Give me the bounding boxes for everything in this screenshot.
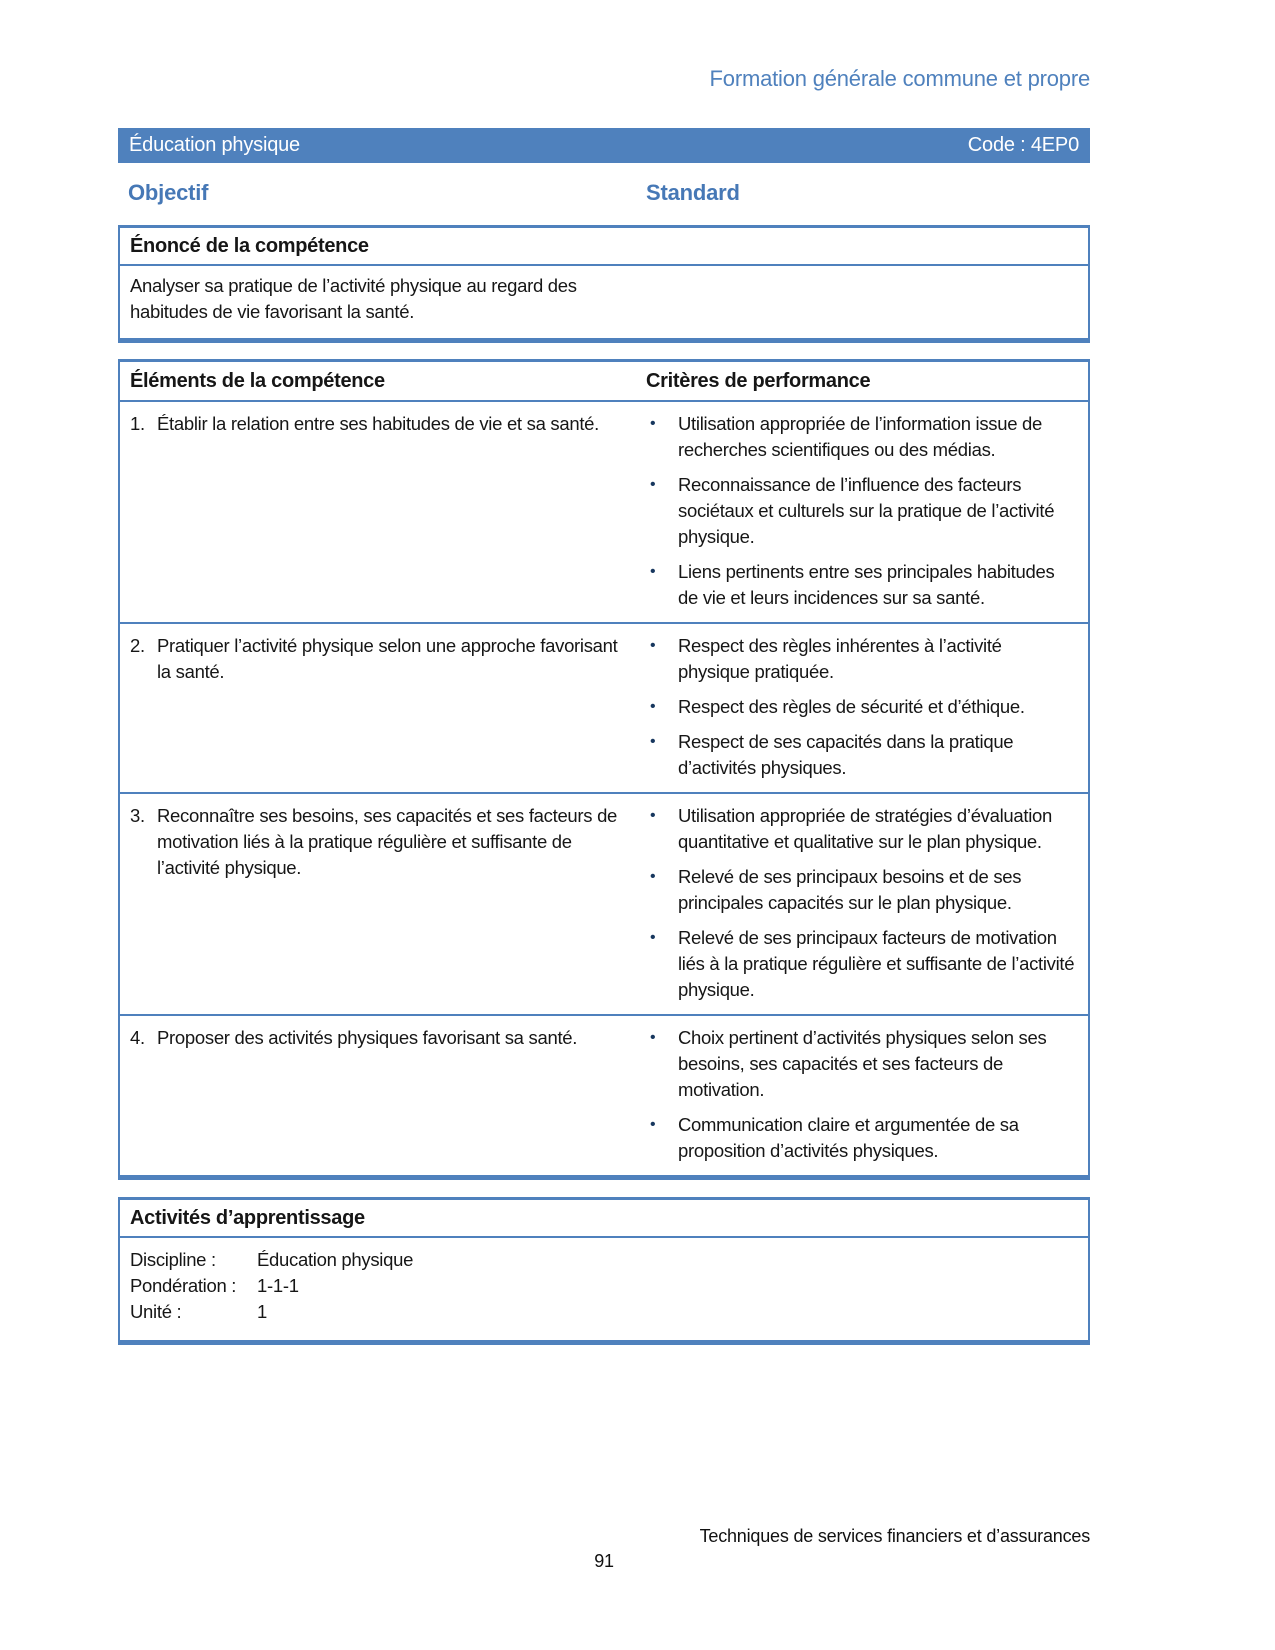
activity-value: Éducation physique (257, 1249, 414, 1270)
column-headings (118, 180, 1090, 210)
element-number: 3. (130, 805, 145, 826)
criterion-item (648, 559, 1078, 611)
activity-value: 1 (257, 1301, 267, 1322)
criterion-item (648, 694, 1078, 720)
criterion-item (648, 1112, 1078, 1164)
element-number: 4. (130, 1027, 145, 1048)
criterion-text: Relevé de ses principaux facteurs de motivation liés à la pratique régulière et suffisante de l’activité physique. (678, 927, 1075, 1000)
criterion-text: Utilisation appropriée de l’information issue de recherches scientifiques ou des médias. (678, 413, 1043, 460)
criterion-item (648, 729, 1078, 781)
table-row-3 (120, 794, 1088, 1016)
criterion-item (648, 864, 1078, 916)
element-cell (120, 803, 646, 1003)
criterion-text: Reconnaissance de l’influence des facteurs sociétaux et culturels sur la pratique de l’activité physique. (678, 474, 1055, 547)
criterion-text: Relevé de ses principaux besoins et de ses principales capacités sur le plan physique. (678, 866, 1022, 913)
footer-program-title: Techniques de services financiers et d’assurances (699, 1526, 1090, 1546)
criteres-column-header: Critères de performance (646, 370, 871, 392)
activites-body (120, 1238, 1088, 1340)
running-header: Formation générale commune et propre (709, 66, 1090, 91)
activity-row-ponderation (130, 1273, 1078, 1299)
criterion-item (648, 925, 1078, 1003)
criterion-item (648, 411, 1078, 463)
enonce-table (118, 225, 1090, 343)
bullet-icon: • (650, 807, 656, 824)
criterion-text: Utilisation appropriée de stratégies d’évaluation quantitative et qualitative sur le plan physique. (678, 805, 1053, 852)
table-row-2 (120, 624, 1088, 794)
competence-table-header (120, 362, 1088, 402)
bullet-icon: • (650, 415, 656, 432)
bullet-icon: • (650, 563, 656, 580)
bullet-icon: • (650, 733, 656, 750)
element-cell (120, 1025, 646, 1164)
competence-table (118, 359, 1090, 1180)
activity-row-unite (130, 1299, 1078, 1325)
criteria-cell (646, 1025, 1088, 1164)
activity-label: Pondération : (130, 1275, 237, 1296)
criterion-item (648, 472, 1078, 550)
objectif-heading: Objectif (128, 180, 209, 205)
course-code: Code : 4EP0 (967, 134, 1079, 156)
page-footer (118, 1526, 1090, 1572)
criterion-item (648, 1025, 1078, 1103)
bullet-icon: • (650, 476, 656, 493)
activity-row-discipline (130, 1247, 1078, 1273)
bullet-icon: • (650, 637, 656, 654)
bullet-icon: • (650, 929, 656, 946)
criterion-text: Liens pertinents entre ses principales habitudes de vie et leurs incidences sur sa santé. (678, 561, 1055, 608)
activites-table (118, 1197, 1090, 1345)
page-number: 91 (594, 1551, 614, 1571)
element-cell (120, 633, 646, 781)
criteria-cell (646, 633, 1088, 781)
element-number: 2. (130, 635, 145, 656)
bullet-icon: • (650, 868, 656, 885)
bullet-icon: • (650, 698, 656, 715)
enonce-header: Énoncé de la compétence (120, 228, 1088, 266)
criterion-text: Respect de ses capacités dans la pratique d’activités physiques. (678, 731, 1014, 778)
criterion-text: Choix pertinent d’activités physiques selon ses besoins, ses capacités et ses facteurs de motivation. (678, 1027, 1047, 1100)
criterion-text: Communication claire et argumentée de sa proposition d’activités physiques. (678, 1114, 1019, 1161)
element-text: Pratiquer l’activité physique selon une approche favorisant la santé. (157, 635, 618, 682)
bullet-icon: • (650, 1116, 656, 1133)
course-title-bar (118, 128, 1090, 163)
element-text: Proposer des activités physiques favorisant sa santé. (157, 1027, 578, 1048)
activity-label: Discipline : (130, 1249, 216, 1270)
document-page (118, 0, 1090, 1345)
activity-label: Unité : (130, 1301, 182, 1322)
element-text: Reconnaître ses besoins, ses capacités et ses facteurs de motivation liés à la pratique régulière et suffisante de l’activité physique. (157, 805, 618, 878)
criteria-cell (646, 803, 1088, 1003)
criterion-item (648, 633, 1078, 685)
criteria-cell (646, 411, 1088, 611)
standard-heading: Standard (646, 180, 740, 205)
criterion-item (648, 803, 1078, 855)
table-row-4 (120, 1016, 1088, 1175)
elements-column-header: Éléments de la compétence (130, 370, 385, 392)
course-title: Éducation physique (129, 134, 300, 156)
activity-value: 1-1-1 (257, 1275, 299, 1296)
enonce-text: Analyser sa pratique de l’activité physique au regard des habitudes de vie favorisant la santé. (130, 275, 577, 322)
criterion-text: Respect des règles inhérentes à l’activité physique pratiquée. (678, 635, 1002, 682)
criterion-text: Respect des règles de sécurité et d’éthique. (678, 696, 1025, 717)
table-row-1 (120, 402, 1088, 624)
element-number: 1. (130, 413, 145, 434)
element-text: Établir la relation entre ses habitudes de vie et sa santé. (157, 413, 599, 434)
element-cell (120, 411, 646, 611)
bullet-icon: • (650, 1029, 656, 1046)
enonce-body (120, 266, 1088, 338)
activites-header: Activités d’apprentissage (120, 1200, 1088, 1238)
